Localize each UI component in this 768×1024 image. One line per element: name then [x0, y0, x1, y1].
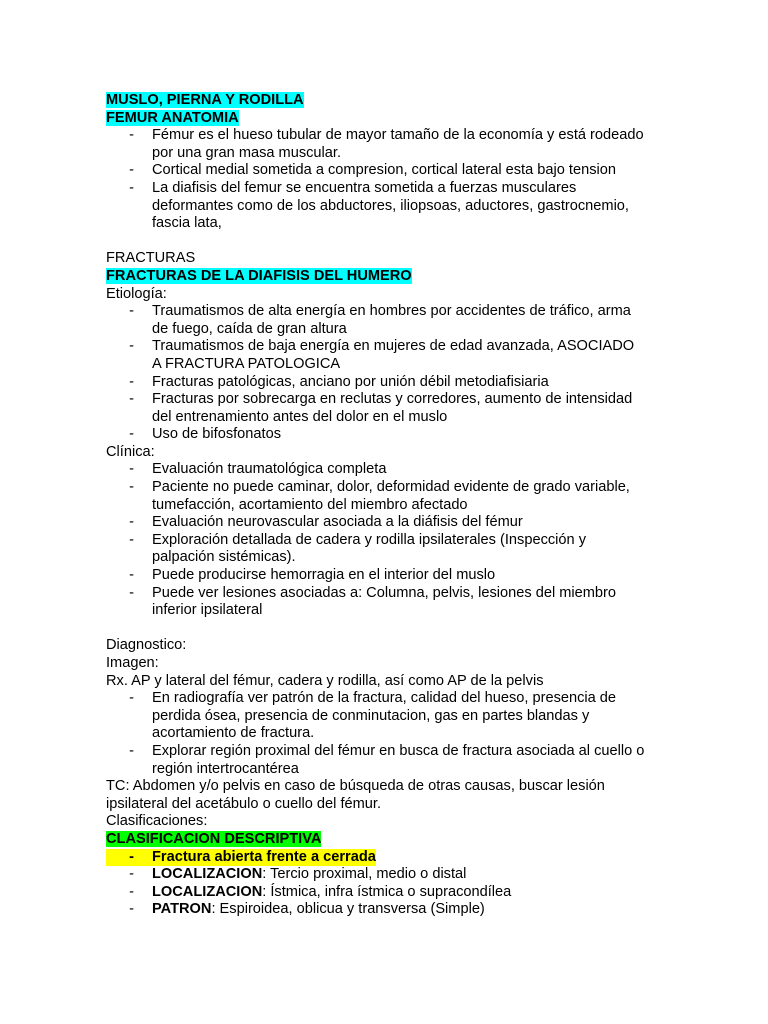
list-item-text: Fémur es el hueso tubular de mayor tamaño de la economía y está rodeado por una gran masa muscular. [152, 127, 644, 161]
list-item-text [152, 866, 466, 884]
section-heading-femur [106, 110, 706, 128]
list-item [106, 567, 706, 585]
list-dash: - [129, 479, 134, 496]
list-dash: - [129, 883, 134, 900]
section-heading-fracturas-diafisis [106, 268, 706, 286]
list-item [106, 338, 706, 373]
list-item [106, 461, 706, 479]
list-dash: - [129, 690, 134, 707]
list-dash: - [129, 303, 134, 320]
list-item-text: Cortical medial sometida a compresion, cortical lateral esta bajo tension [152, 162, 616, 179]
document-content [106, 92, 706, 919]
list-item-text: En radiografía ver patrón de la fractura, calidad del hueso, presencia de perdida ósea, presencia de conminutacion, gas en partes blandas y acortamiento de fractura. [152, 690, 617, 742]
clinica-label: Clínica: [106, 443, 155, 460]
list-item-text: Fracturas patológicas, anciano por unión débil metodiafisiaria [152, 373, 549, 390]
tc-line-1: TC: Abdomen y/o pelvis en caso de búsqueda de otras causas, buscar lesión [106, 778, 605, 795]
list-item-text: Evaluación neurovascular asociada a la diáfisis del fémur [152, 514, 523, 531]
list-dash: - [129, 426, 134, 443]
rx-line: Rx. AP y lateral del fémur, cadera y rodilla, así como AP de la pelvis [106, 672, 544, 689]
list-dash: - [129, 179, 134, 196]
descriptiva-list [106, 849, 706, 919]
list-item [106, 303, 706, 338]
list-item-highlighted [106, 849, 706, 867]
heading-clasificacion-descriptiva: CLASIFICACION DESCRIPTIVA [106, 830, 322, 847]
list-item-text: Explorar región proximal del fémur en busca de fractura asociada al cuello o región intertrocantérea [152, 742, 645, 777]
list-item-text: Exploración detallada de cadera y rodilla ipsilaterales (Inspección y palpación sistémicas). [152, 531, 587, 566]
list-item-rest: : Espiroidea, oblicua y transversa (Simple) [211, 901, 485, 918]
list-dash: - [129, 391, 134, 408]
list-item-text: Fractura abierta frente a cerrada [152, 848, 376, 865]
list-item [106, 743, 706, 778]
list-item [106, 180, 706, 233]
list-item [106, 690, 706, 743]
anatomia-list [106, 127, 706, 233]
list-item [106, 849, 376, 867]
section-heading-clasificacion [106, 831, 706, 849]
list-item [106, 514, 706, 532]
list-item [106, 585, 706, 620]
blank-line [106, 620, 706, 638]
fracturas-label: FRACTURAS [106, 250, 196, 267]
list-item [106, 162, 706, 180]
heading-femur-anatomia: FEMUR ANATOMIA [106, 109, 239, 126]
list-dash: - [129, 901, 134, 918]
list-dash: - [129, 866, 134, 883]
list-item-text: Puede producirse hemorragia en el interior del muslo [152, 567, 496, 584]
list-item-text: Uso de bifosfonatos [152, 426, 281, 443]
list-dash: - [106, 849, 152, 867]
list-item [106, 479, 706, 514]
diagnostico-label: Diagnostico: [106, 637, 187, 654]
list-item [106, 532, 706, 567]
list-item [106, 866, 706, 884]
list-item [106, 391, 706, 426]
list-item [106, 127, 706, 162]
list-item-term: LOCALIZACION [152, 883, 263, 900]
list-item-text: Evaluación traumatológica completa [152, 461, 387, 478]
list-dash: - [129, 162, 134, 179]
list-item-text [152, 901, 485, 919]
list-item-rest: : Ístmica, infra ístmica o supracondílea [262, 883, 512, 900]
tc-line-2: ipsilateral del acetábulo o cuello del fémur. [106, 795, 382, 812]
list-item [106, 901, 706, 919]
imagen-list [106, 690, 706, 778]
list-dash: - [129, 531, 134, 548]
list-item-text: Fracturas por sobrecarga en reclutas y corredores, aumento de intensidad del entrenamiento antes del dolor en el muslo [152, 391, 633, 425]
heading-muslo-pierna-rodilla: MUSLO, PIERNA Y RODILLA [106, 92, 304, 108]
list-dash: - [129, 584, 134, 601]
list-dash: - [129, 338, 134, 355]
list-item-text: Traumatismos de alta energía en hombres por accidentes de tráfico, arma de fuego, caída de gran altura [152, 303, 631, 337]
list-dash: - [129, 514, 134, 531]
blank-line [106, 233, 706, 251]
list-item-text [152, 884, 511, 902]
imagen-label: Imagen: [106, 655, 159, 671]
list-item-text: Traumatismos de baja energía en mujeres de edad avanzada, ASOCIADO A FRACTURA PATOLOGICA [152, 338, 635, 372]
clasificaciones-label: Clasificaciones: [106, 813, 208, 830]
list-item [106, 426, 706, 444]
list-item [106, 884, 706, 902]
section-heading-muslo [106, 92, 706, 110]
list-item-term: LOCALIZACION [152, 866, 263, 883]
clinica-list [106, 461, 706, 619]
list-item-text: Puede ver lesiones asociadas a: Columna, pelvis, lesiones del miembro inferior ipsilateral [152, 584, 616, 619]
list-dash: - [129, 567, 134, 584]
list-item-text: Paciente no puede caminar, dolor, deformidad evidente de grado variable, tumefacción, acortamiento del miembro afectado [152, 479, 630, 513]
list-item-term: PATRON [152, 901, 212, 918]
list-item [106, 374, 706, 392]
etiologia-label: Etiología: [106, 285, 167, 302]
heading-fracturas-diafisis: FRACTURAS DE LA DIAFISIS DEL HUMERO [106, 267, 412, 284]
list-dash: - [129, 373, 134, 390]
etiologia-list [106, 303, 706, 444]
list-dash: - [129, 742, 134, 759]
list-dash: - [129, 461, 134, 478]
list-item-text: La diafisis del femur se encuentra sometida a fuerzas musculares deformantes como de los abductores, iliopsoas, aductores, gastrocnemio, fascia lata, [152, 179, 629, 232]
list-item-rest: : Tercio proximal, medio o distal [262, 866, 467, 883]
list-dash: - [129, 127, 134, 144]
